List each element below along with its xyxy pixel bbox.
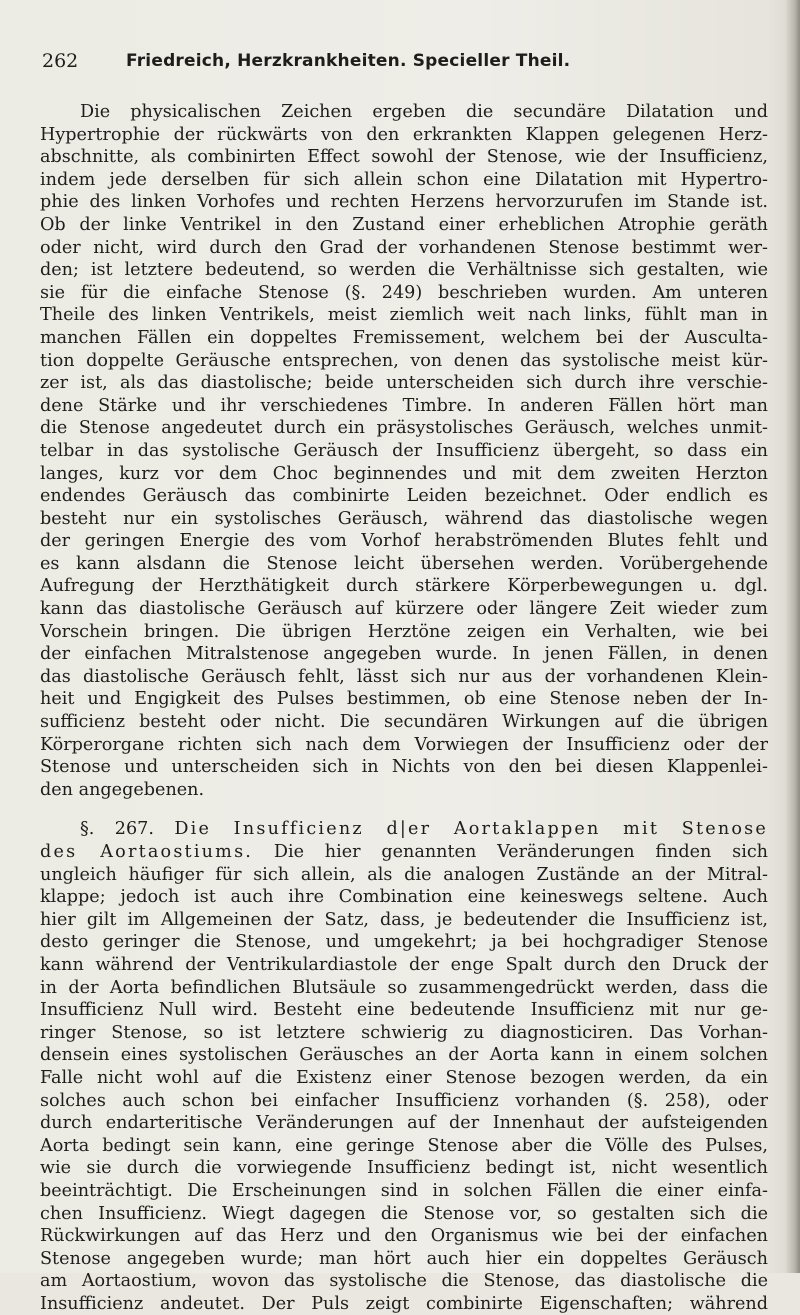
text-line: telbar in das systolische Geräusch der Insufficienz übergeht, so dass ein (40, 440, 768, 461)
text-line: Insufficienz andeutet. Der Puls zeigt combinirte Eigenschaften; während (40, 1293, 768, 1314)
text-line: langes, kurz vor dem Choc beginnendes und mit dem zweiten Herzton (40, 463, 768, 484)
text-line: beeinträchtigt. Die Erscheinungen sind in solchen Fällen die einer einfa- (40, 1180, 768, 1201)
text-line: manchen Fällen ein doppeltes Fremissement, welchem bei der Ausculta- (40, 327, 768, 348)
text-line: Aorta bedingt sein kann, eine geringe Stenose aber die Völle des Pulses, (40, 1135, 768, 1156)
text-line: endendes Geräusch das combinirte Leiden bezeichnet. Oder endlich es (40, 486, 768, 507)
text-line: dene Stärke und ihr verschiedenes Timbre. In anderen Fällen hört man (40, 395, 768, 416)
text-line: densein eines systolischen Geräusches an der Aorta kann in einem solchen (40, 1045, 768, 1066)
section-number: §. 267. (80, 819, 154, 840)
text-line: Theile des linken Ventrikels, meist ziemlich weit nach links, fühlt man in (40, 305, 768, 326)
text-line: Die physicalischen Zeichen ergeben die secundäre Dilatation und (80, 102, 768, 122)
text-line: ungleich häufiger für sich allein, als die analogen Zustände an der Mitral- (40, 864, 768, 885)
section-heading-line-2 (40, 841, 768, 864)
text-line: das diastolische Geräusch fehlt, lässt sich nur aus der vorhandenen Klein- (40, 666, 768, 687)
text-line: Vorschein bringen. Die übrigen Herztöne zeigen ein Verhalten, wie bei (40, 621, 768, 642)
text-line: Hypertrophie der rückwärts von den erkrankten Klappen gelegenen Herz- (40, 124, 768, 145)
text-line: der geringen Energie des vom Vorhof herabströmenden Blutes fehlt und (40, 531, 768, 552)
text-line: hier gilt im Allgemeinen der Satz, dass, je bedeutender die Insufficienz ist, (40, 909, 768, 930)
text-line: Rückwirkungen auf das Herz und den Organismus wie bei der einfachen (40, 1226, 768, 1247)
text-line: sie für die einfache Stenose (§. 249) beschrieben wurden. Am unteren (40, 282, 768, 303)
text-line: Falle nicht wohl auf die Existenz einer Stenose bezogen werden, da ein (40, 1067, 768, 1088)
text-line: die Stenose angedeutet durch ein präsystolisches Geräusch, welches unmit- (40, 418, 768, 439)
text-line: heit und Engigkeit des Pulses bestimmen, ob eine Stenose neben der In- (40, 689, 768, 710)
text-line: der einfachen Mitralstenose angegeben wurde. In jenen Fällen, in denen (40, 644, 768, 665)
text-line: kann das diastolische Geräusch auf kürzere oder längere Zeit wieder zum (40, 599, 768, 620)
text-line: kann während der Ventrikulardiastole der enge Spalt durch den Druck der (40, 954, 768, 975)
body-text (40, 101, 768, 1315)
page-number: 262 (42, 50, 79, 72)
text-line: Insufficienz Null wird. Besteht eine bedeutende Insufficienz mit nur ge- (40, 1000, 768, 1021)
text-line: oder nicht, wird durch den Grad der vorhandenen Stenose bestimmt wer- (40, 237, 768, 258)
text-line: abschnitte, als combinirten Effect sowohl der Stenose, wie der Insufficienz, (40, 147, 768, 168)
paragraph-1 (40, 101, 768, 801)
text-line: Ob der linke Ventrikel in den Zustand einer erheblichen Atrophie geräth (40, 214, 768, 235)
text-line: besteht nur ein systolisches Geräusch, während das diastolische wegen (40, 508, 768, 529)
text-line: Stenose angegeben wurde; man hört auch hier ein doppeltes Geräusch (40, 1248, 768, 1269)
text-line: zer ist, als das diastolische; beide unterscheiden sich durch ihre verschie- (40, 373, 768, 394)
section-title-part-1: Die Insufficienz d|er Aortaklappen mit Stenose (174, 819, 768, 840)
text-line: phie des linken Vorhofes und rechten Herzens hervorzurufen im Stande ist. (40, 192, 768, 213)
text-line: Körperorgane richten sich nach dem Vorwiegen der Insufficienz oder der (40, 734, 768, 755)
text-line: es kann alsdann die Stenose leicht übersehen werden. Vorübergehende (40, 553, 768, 574)
section-title-part-2: des Aortaostiums. (40, 842, 254, 862)
text-line: den; ist letztere bedeutend, so werden die Verhältnisse sich gestalten, wie (40, 260, 768, 281)
text-line: sufficienz besteht oder nicht. Die secundären Wirkungen auf die übrigen (40, 712, 768, 733)
page-edge-shadow (786, 0, 800, 1273)
text-line: Aufregung der Herzthätigkeit durch stärkere Körperbewegungen u. dgl. (40, 576, 768, 597)
text-line: desto geringer die Stenose, und umgekehrt; ja bei hochgradiger Stenose (40, 932, 768, 953)
text-line: am Aortaostium, wovon das systolische die Stenose, das diastolische die (40, 1271, 768, 1292)
running-title: Friedreich, Herzkrankheiten. Specieller Theil. (126, 51, 571, 71)
text-line: chen Insufficienz. Wiegt dagegen die Stenose vor, so gestalten sich die (40, 1203, 768, 1224)
text-line: Stenose und unterscheiden sich in Nichts von den bei diesen Klappenlei- (40, 757, 768, 778)
section-first-sentence: Die hier genannten Veränderungen finden sich (273, 842, 768, 862)
section-heading-line-1 (40, 818, 768, 841)
text-line: in der Aorta befindlichen Blutsäule so zusammengedrückt werden, dass die (40, 977, 768, 998)
text-line: den angegebenen. (40, 779, 205, 800)
text-line: wie sie durch die vorwiegende Insufficienz bedingt ist, nicht wesentlich (40, 1158, 768, 1179)
page-header (42, 47, 772, 75)
text-line: durch endarteritische Veränderungen auf der Innenhaut der aufsteigenden (40, 1113, 768, 1134)
text-line: solches auch schon bei einfacher Insufficienz vorhanden (§. 258), oder (40, 1090, 768, 1111)
text-line: klappe; jedoch ist auch ihre Combination eine keineswegs seltene. Auch (40, 887, 768, 908)
section-267 (40, 818, 768, 1315)
text-line: tion doppelte Geräusche entsprechen, von denen das systolische meist kür- (40, 350, 768, 371)
text-line: ringer Stenose, so ist letztere schwierig zu diagnosticiren. Das Vorhan- (40, 1022, 768, 1043)
text-line: indem jede derselben für sich allein schon eine Dilatation mit Hypertro- (40, 169, 768, 190)
